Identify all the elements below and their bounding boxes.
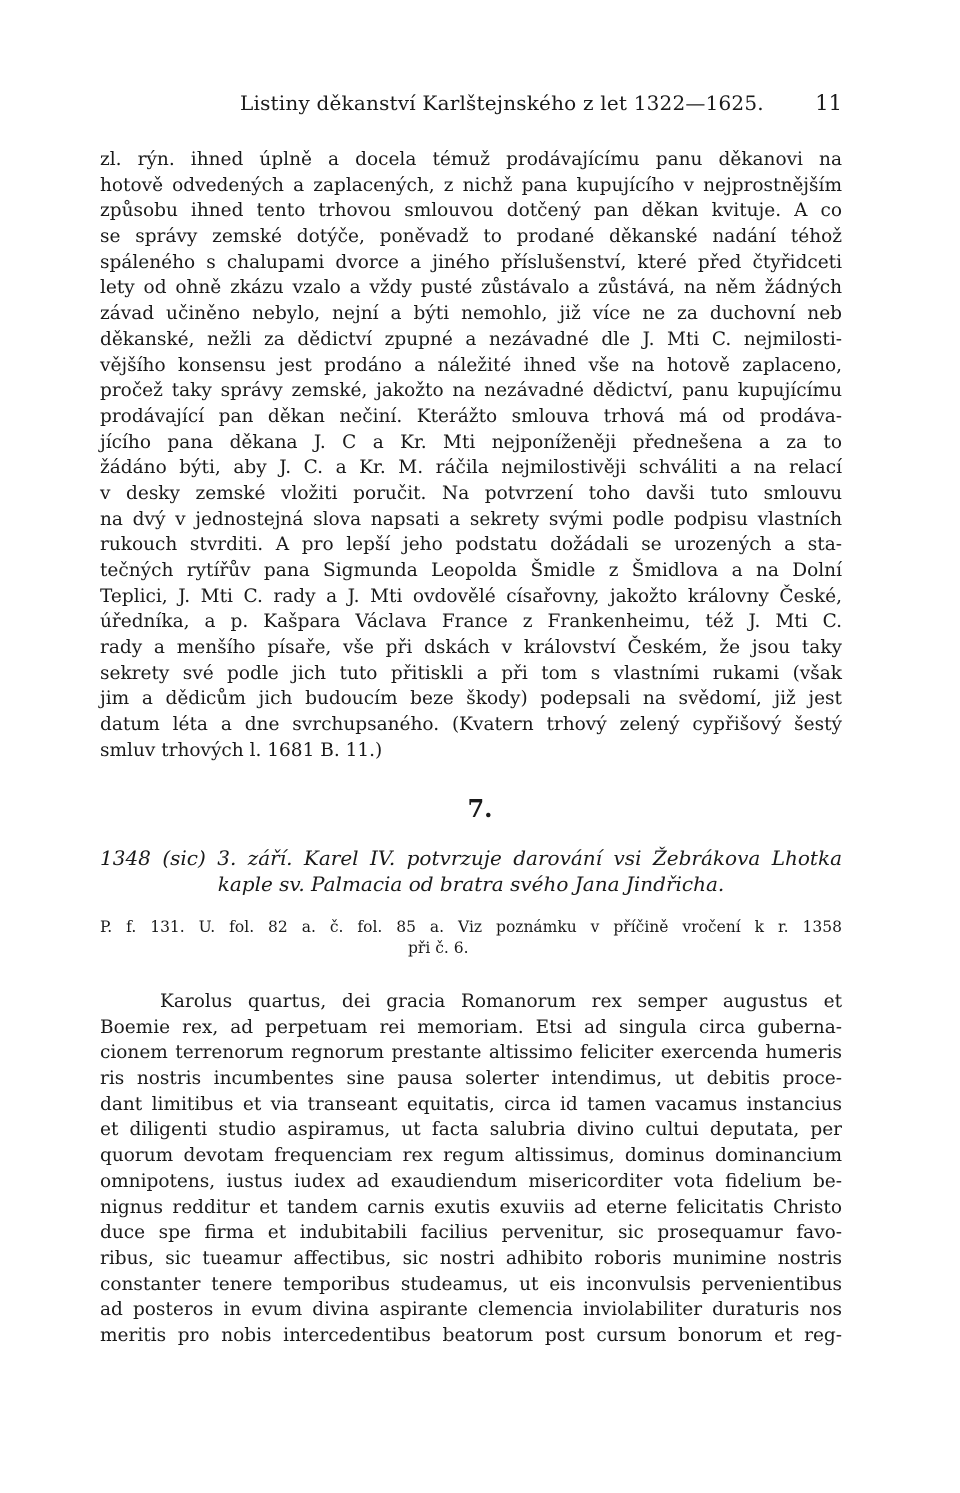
regest-line: 1348 (sic) 3. září. Karel IV. potvrzuje darování vsi Žebrákova Lhotka xyxy=(100,846,842,870)
text-line: Karolus quartus, dei gracia Romanorum rex semper augustus et xyxy=(160,991,842,1012)
text-line: úředníka, a p. Kašpara Václava France z Frankenheimu, též J. Mti C. xyxy=(100,611,842,633)
text-line: jim a dědicům jich budoucím beze škody) podepsali na svědomí, již jest xyxy=(100,688,842,710)
text-line: způsobu ihned tento trhovou smlouvou dotčený pan děkan kvituje. A co xyxy=(100,200,842,222)
text-line: cionem terrenorum regnorum prestante altissimo feliciter exercenda humeris xyxy=(100,1042,842,1064)
text-line: prodávající pan děkan nečiní. Kterážto smlouva trhová má od prodáva- xyxy=(100,405,842,427)
text-line: hotově odvedených a zaplacených, z nichž pana kupujícího v nejprostnějším xyxy=(100,174,842,196)
text-line: závad učiněno nebylo, nejní a býti nemohlo, již více ne za duchovní neb xyxy=(100,303,842,325)
text-line: rady a menšího písaře, vše při dskách v království Českém, že jsou taky xyxy=(100,637,842,659)
text-line: děkanské, nežli za dědictví zpupné a nezávadné dle J. Mti C. nejmilosti- xyxy=(100,328,842,350)
text-line: tečných rytířův pana Sigmunda Leopolda Šmidle z Šmidlova a na Dolní xyxy=(100,560,842,581)
paragraph-1 xyxy=(100,147,842,764)
text-line: quorum devotam frequenciam rex regum altissimus, dominus dominancium xyxy=(100,1145,842,1167)
text-line: duce spe firma et indubitabili facilius pervenitur, sic prosequamur favo- xyxy=(100,1222,842,1244)
text-line: se správy zemské dotýče, poněvadž to prodané děkanské nadání téhož xyxy=(100,226,842,248)
text-line: ris nostris incumbentes sine pausa solerter intendimus, ut debitis proce- xyxy=(100,1068,842,1090)
running-header xyxy=(100,88,842,118)
text-line: jícího pana děkana J. C a Kr. Mti nejponíženěji přednešena a za to xyxy=(100,431,842,453)
text-line: et diligenti studio aspiramus, ut facta salubria divino cultui deputata, per xyxy=(100,1119,842,1141)
page-number: 11 xyxy=(815,91,842,115)
header-title: Listiny děkanství Karlštejnského z let 1322—1625. xyxy=(240,91,764,115)
document-number: 7. xyxy=(467,794,493,823)
text-line: constanter tenere temporibus studeamus, ut eis inconvulsis pervenientibus xyxy=(100,1273,842,1295)
source-line: P. f. 131. U. fol. 82 a. č. fol. 85 a. Viz poznámku v příčině vročení k r. 1358 xyxy=(100,918,842,936)
paragraph-2 xyxy=(100,989,842,1349)
text-line: ribus, sic tueamur affectibus, sic nostri adhibito roboris munimine nostris xyxy=(100,1247,842,1269)
text-line: Teplici, J. Mti C. rady a J. Mti ovdovělé císařovny, jakožto královny České, xyxy=(100,585,842,607)
text-line: meritis pro nobis intercedentibus beatorum post cursum bonorum et reg- xyxy=(100,1324,842,1346)
text-line: zl. rýn. ihned úplně a docela témuž prodávajícímu panu děkanovi na xyxy=(100,149,842,170)
regest xyxy=(100,845,842,897)
regest-line: kaple sv. Palmacia od bratra svého Jana Jindřicha. xyxy=(217,872,725,896)
text-line: ad posteros in evum divina aspirante clemencia inviolabiliter duraturis nos xyxy=(100,1299,842,1321)
text-line: v desky zemské vložiti poručit. Na potvrzení toho davši tuto smlouvu xyxy=(100,482,842,504)
text-line: Boemie rex, ad perpetuam rei memoriam. Etsi ad singula circa guberna- xyxy=(100,1016,842,1038)
text-line: žádáno býti, aby J. C. a Kr. M. ráčila nejmilostivěji schváliti a na relací xyxy=(100,457,842,479)
text-line: pročež taky správy zemské, jakožto na nezávadné dědictví, panu kupujícímu xyxy=(100,380,842,402)
source-note xyxy=(100,917,842,959)
text-line: spáleného s chalupami dvorce a jiného příslušenství, které před čtyřidceti xyxy=(100,251,842,273)
text-line: dant limitibus et via transeant equitatis, circa id tamen vacamus instancius xyxy=(100,1093,842,1115)
text-line: datum léta a dne svrchupsaného. (Kvatern trhový zelený cypřišový šestý xyxy=(100,714,842,736)
text-line: omnipotens, iustus iudex ad exaudiendum misericorditer vota fidelium be- xyxy=(100,1170,842,1192)
text-line: smluv trhových l. 1681 B. 11.) xyxy=(100,739,383,761)
text-line: vějšího konsensu jest prodáno a náležité ihned vše na hotově zaplaceno, xyxy=(100,354,842,376)
text-line: na dvý v jednostejná slova napsati a sekrety svými podle podpisu vlastních xyxy=(100,508,842,530)
source-line: při č. 6. xyxy=(408,939,469,957)
text-line: nignus redditur et tandem carnis exutis exuviis ad eterne felicitatis Christo xyxy=(100,1196,842,1218)
text-line: sekrety své podle jich tuto přitiskli a při tom s vlastními rukami (však xyxy=(100,662,842,684)
text-line: lety od ohně zkázu vzalo a vždy pusté zůstávalo a zůstává, na něm žádných xyxy=(100,277,842,299)
text-line: rukouch stvrditi. A pro lepší jeho podstatu dožádali se urozených a sta- xyxy=(100,534,842,556)
